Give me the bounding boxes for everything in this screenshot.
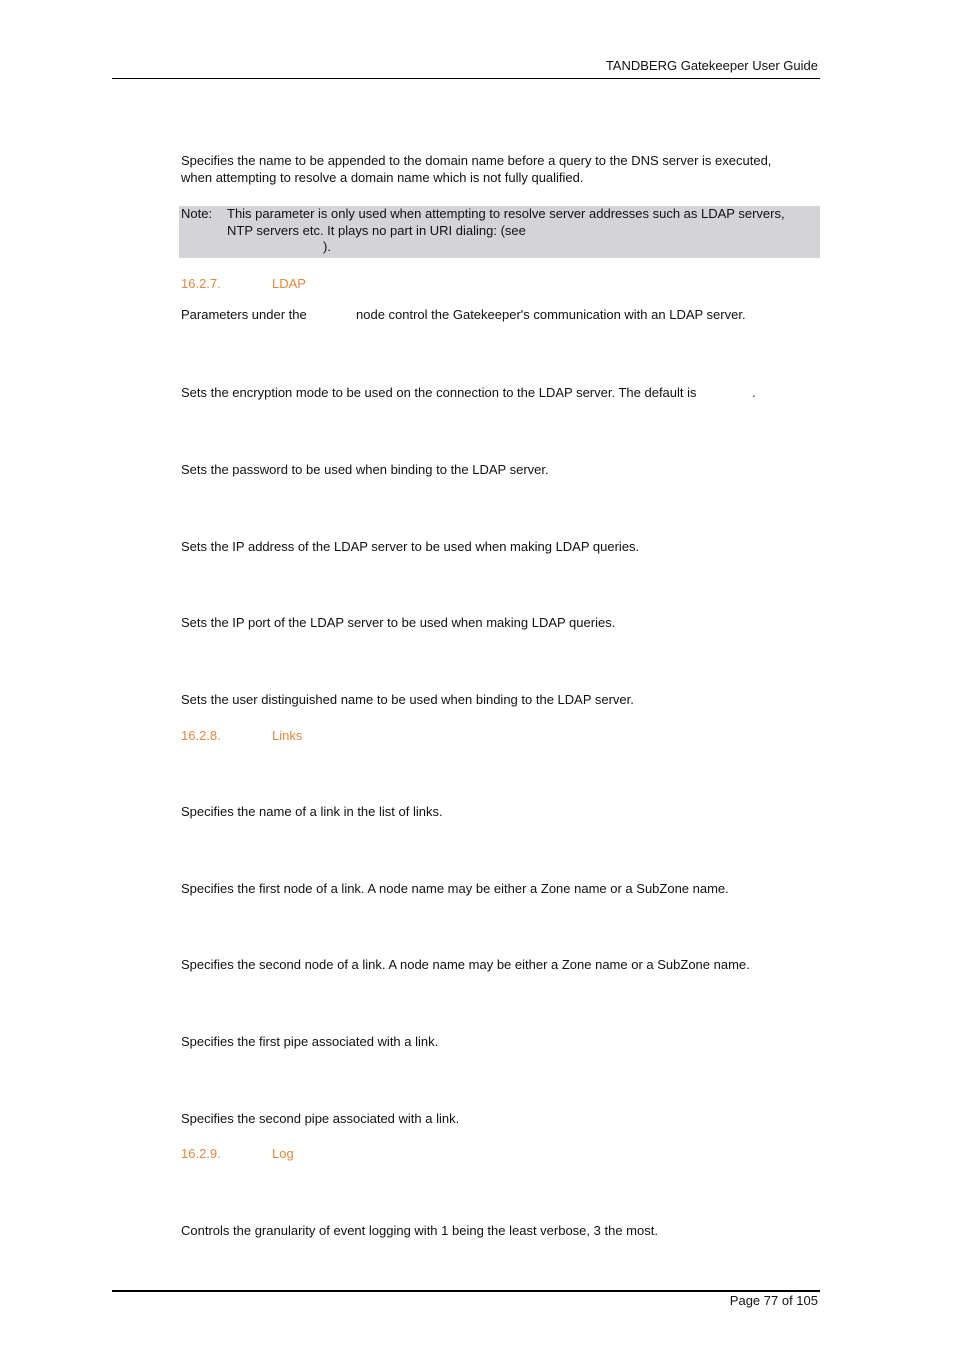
links-node2-description: Specifies the second node of a link. A node name may be either a Zone name or a SubZone name. xyxy=(181,957,750,972)
lead-text-before: Parameters under the xyxy=(181,307,307,322)
section-title: Log xyxy=(272,1146,294,1161)
ldap-password-description: Sets the password to be used when binding to the LDAP server. xyxy=(181,462,549,477)
header-rule xyxy=(112,78,820,79)
links-pipe1-description: Specifies the first pipe associated with a link. xyxy=(181,1034,439,1049)
note-line-3: ). xyxy=(323,239,331,254)
section-number: 16.2.8. xyxy=(181,728,221,743)
ldap-user-dn-description: Sets the user distinguished name to be used when binding to the LDAP server. xyxy=(181,692,634,707)
log-level-description: Controls the granularity of event logging with 1 being the least verbose, 3 the most. xyxy=(181,1223,658,1238)
section-title: LDAP xyxy=(272,276,306,291)
description-trail: . xyxy=(752,385,756,400)
intro-paragraph xyxy=(181,153,813,186)
intro-line-2: when attempting to resolve a domain name which is not fully qualified. xyxy=(181,169,584,185)
page-number: Page 77 of 105 xyxy=(729,1293,818,1308)
intro-line-1: Specifies the name to be appended to the domain name before a query to the DNS server is executed, xyxy=(181,153,772,168)
footer-rule xyxy=(112,1290,820,1292)
section-number: 16.2.9. xyxy=(181,1146,221,1161)
links-node1-description: Specifies the first node of a link. A node name may be either a Zone name or a SubZone name. xyxy=(181,881,729,896)
ldap-lead-paragraph xyxy=(181,307,813,324)
lead-text-after: node control the Gatekeeper's communication with an LDAP server. xyxy=(356,307,746,322)
note-text xyxy=(227,206,817,256)
description-text: Sets the encryption mode to be used on the connection to the LDAP server. The default is xyxy=(181,385,697,400)
links-name-description: Specifies the name of a link in the list of links. xyxy=(181,804,443,819)
ldap-server-address-description: Sets the IP address of the LDAP server to be used when making LDAP queries. xyxy=(181,539,640,554)
ldap-encryption-description xyxy=(181,385,813,402)
running-header: TANDBERG Gatekeeper User Guide xyxy=(605,58,818,73)
note-label: Note: xyxy=(181,206,213,221)
links-pipe2-description: Specifies the second pipe associated with a link. xyxy=(181,1111,460,1126)
note-line-1: This parameter is only used when attempting to resolve server addresses such as LDAP servers, xyxy=(227,206,785,221)
ldap-server-port-description: Sets the IP port of the LDAP server to be used when making LDAP queries. xyxy=(181,615,616,630)
section-number: 16.2.7. xyxy=(181,276,221,291)
section-title: Links xyxy=(272,728,303,743)
note-box xyxy=(179,206,820,258)
note-line-2: NTP servers etc. It plays no part in URI dialing: (see xyxy=(227,222,526,238)
